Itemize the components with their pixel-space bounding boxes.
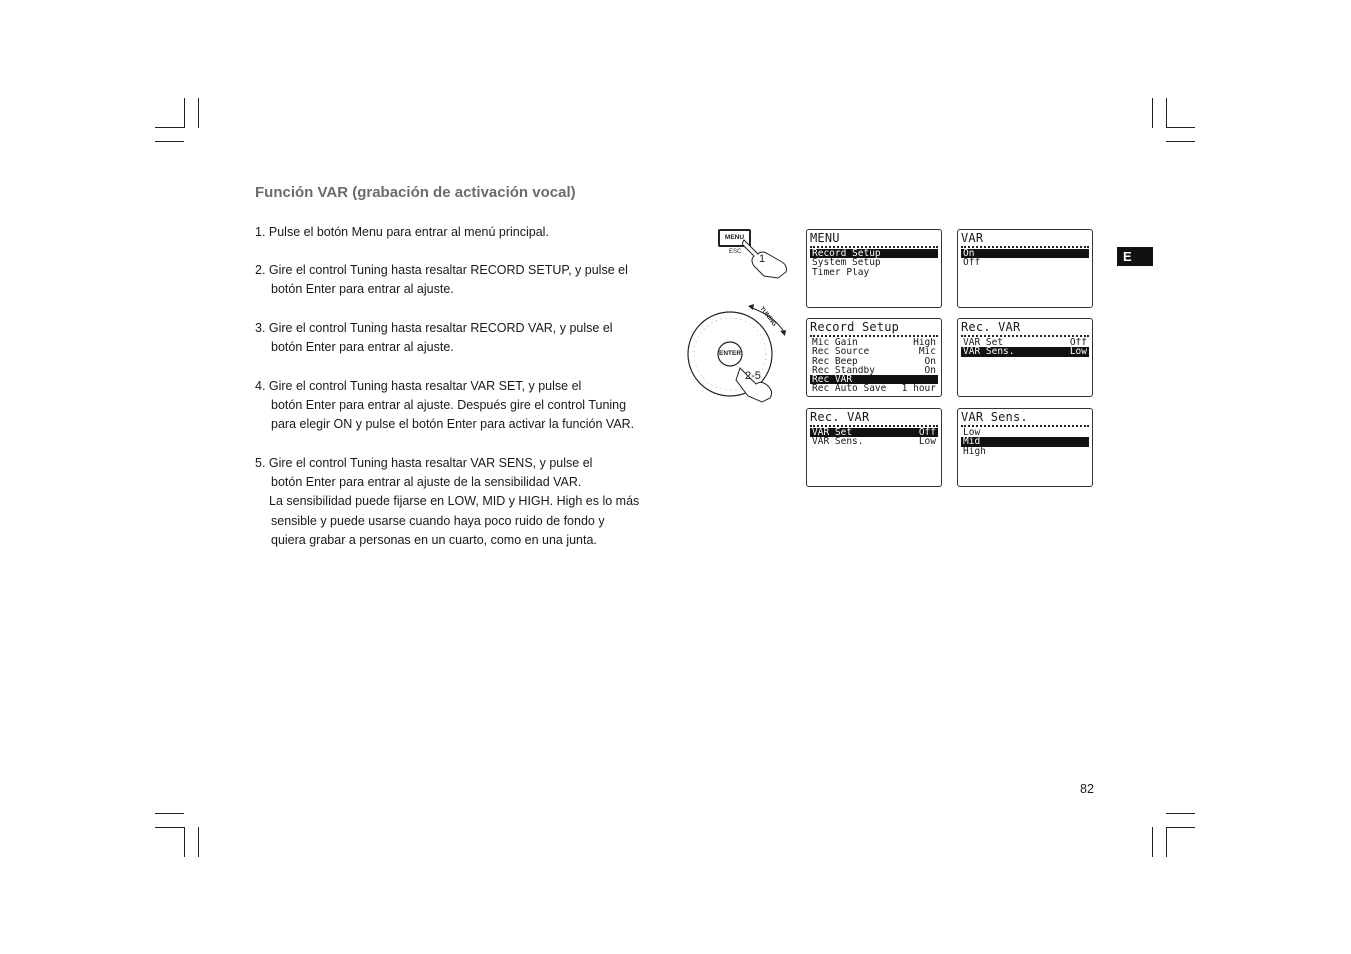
lcd-menu-row <box>810 347 938 356</box>
lcd-row-value: Off <box>1069 338 1087 348</box>
step-5 <box>255 454 639 550</box>
section-title: Función VAR (grabación de activación vocal) <box>255 184 576 201</box>
lcd-record-setup <box>806 318 942 397</box>
lcd-menu-row <box>810 437 938 446</box>
lcd-var-sens <box>957 408 1093 487</box>
step-line: botón Enter para entrar al ajuste de la sensibilidad VAR. <box>271 475 582 490</box>
lcd-menu-row <box>961 437 1089 446</box>
lcd-menu-row <box>961 347 1089 356</box>
step-line: La sensibilidad puede fijarse en LOW, MID y HIGH. High es lo más <box>269 494 640 509</box>
lcd-menu <box>806 229 942 308</box>
crop-mark <box>1166 813 1195 814</box>
lcd-row-value: Mic <box>918 347 936 357</box>
menu-button[interactable]: MENU <box>718 229 751 247</box>
crop-mark <box>1166 827 1167 857</box>
lcd-title: Record Setup <box>810 321 938 337</box>
lcd-row-label: Low <box>963 428 981 438</box>
crop-mark <box>1166 98 1167 128</box>
lcd-menu-row <box>961 338 1089 347</box>
lcd-row-value: On <box>924 356 936 366</box>
language-tab: E <box>1117 247 1153 266</box>
lcd-row-label: On <box>963 249 975 259</box>
lcd-rows <box>810 338 938 394</box>
step-line: 2. Gire el control Tuning hasta resaltar RECORD SETUP, y pulse el <box>255 263 628 277</box>
step-line: quiera grabar a personas en un cuarto, como en una junta. <box>271 532 597 547</box>
lcd-row-label: High <box>963 446 986 456</box>
step-2 <box>255 261 628 299</box>
lcd-menu-row <box>810 338 938 347</box>
tuning-label: TUNING <box>758 306 778 328</box>
lcd-title: Rec. VAR <box>810 411 938 427</box>
crop-mark <box>1152 98 1153 128</box>
lcd-rows <box>810 428 938 447</box>
lcd-row-label: Rec VAR <box>812 375 853 385</box>
lcd-row-label: Timer Play <box>812 267 870 277</box>
lcd-rec-var-set <box>806 408 942 487</box>
lcd-row-label: Rec Standby <box>812 365 875 376</box>
step-line: 5. Gire el control Tuning hasta resaltar VAR SENS, y pulse el <box>255 456 593 470</box>
crop-mark <box>1166 141 1195 142</box>
lcd-title: MENU <box>810 232 938 248</box>
crop-mark <box>1166 827 1195 828</box>
step-badge-2-5: 2-5 <box>745 370 761 382</box>
lcd-menu-row <box>961 249 1089 258</box>
lcd-row-value: 1 hour <box>901 384 936 394</box>
step-line: para elegir ON y pulse el botón Enter para activar la función VAR. <box>271 417 635 432</box>
lcd-row-label: Record Setup <box>812 249 881 259</box>
crop-mark <box>155 127 184 128</box>
hand-pointer-icon <box>742 236 792 280</box>
crop-mark <box>155 827 184 828</box>
lcd-row-label: VAR Set <box>963 338 1004 348</box>
lcd-menu-row <box>961 258 1089 267</box>
lcd-menu-row <box>810 428 938 437</box>
page-number: 82 <box>1080 782 1094 796</box>
crop-mark <box>1166 127 1195 128</box>
lcd-row-value: Low <box>918 437 936 447</box>
lcd-row-value: Off <box>918 428 936 438</box>
crop-mark <box>155 141 184 142</box>
lcd-row-label: Rec Auto Save <box>812 384 887 394</box>
lcd-row-label: VAR Set <box>812 428 853 438</box>
lcd-menu-row <box>810 268 938 277</box>
step-line: sensible y puede usarse cuando haya poco ruido de fondo y <box>271 513 605 528</box>
lcd-row-label: System Setup <box>812 258 881 268</box>
lcd-menu-row <box>810 366 938 375</box>
lcd-rows <box>961 428 1089 456</box>
crop-mark <box>155 813 184 814</box>
lcd-menu-row <box>810 375 938 384</box>
lcd-row-label: VAR Sens. <box>812 437 864 447</box>
lcd-row-label: Mid <box>963 437 981 447</box>
lcd-rec-var-sens <box>957 318 1093 397</box>
lcd-title: Rec. VAR <box>961 321 1089 337</box>
crop-mark <box>198 827 199 857</box>
lcd-row-label: Mic Gain <box>812 338 858 348</box>
enter-button[interactable]: ENTER <box>719 350 742 357</box>
lcd-var <box>957 229 1093 308</box>
step-3 <box>255 319 613 357</box>
step-line: botón Enter para entrar al ajuste. <box>271 282 454 297</box>
crop-mark <box>184 98 185 128</box>
lcd-menu-row <box>961 428 1089 437</box>
lcd-row-label: Rec Source <box>812 347 870 357</box>
lcd-menu-row <box>961 447 1089 456</box>
crop-mark <box>1152 827 1153 857</box>
lcd-rows <box>961 338 1089 357</box>
crop-mark <box>184 827 185 857</box>
lcd-menu-row <box>810 258 938 267</box>
esc-label: ESC <box>729 249 742 255</box>
step-line: botón Enter para entrar al ajuste. <box>271 340 454 355</box>
lcd-row-value: On <box>924 365 936 376</box>
lcd-menu-row <box>810 249 938 258</box>
lcd-row-label: VAR Sens. <box>963 347 1015 357</box>
step-4 <box>255 377 634 435</box>
step-line: 4. Gire el control Tuning hasta resaltar VAR SET, y pulse el <box>255 379 582 393</box>
lcd-row-value: Low <box>1069 347 1087 357</box>
step-1 <box>255 223 549 242</box>
lcd-row-value: High <box>913 338 936 348</box>
lcd-title: VAR Sens. <box>961 411 1089 427</box>
lcd-row-label: Off <box>963 258 981 268</box>
step-line: 1. Pulse el botón Menu para entrar al menú principal. <box>255 225 549 239</box>
crop-mark <box>198 98 199 128</box>
lcd-menu-row <box>810 384 938 393</box>
lcd-menu-row <box>810 357 938 366</box>
lcd-rows <box>961 249 1089 268</box>
lcd-rows <box>810 249 938 277</box>
step-line: botón Enter para entrar al ajuste. Después gire el control Tuning <box>271 398 627 413</box>
lcd-title: VAR <box>961 232 1089 248</box>
step-line: 3. Gire el control Tuning hasta resaltar RECORD VAR, y pulse el <box>255 321 613 335</box>
step-badge-1: 1 <box>759 253 766 265</box>
lcd-row-label: Rec Beep <box>812 356 858 366</box>
